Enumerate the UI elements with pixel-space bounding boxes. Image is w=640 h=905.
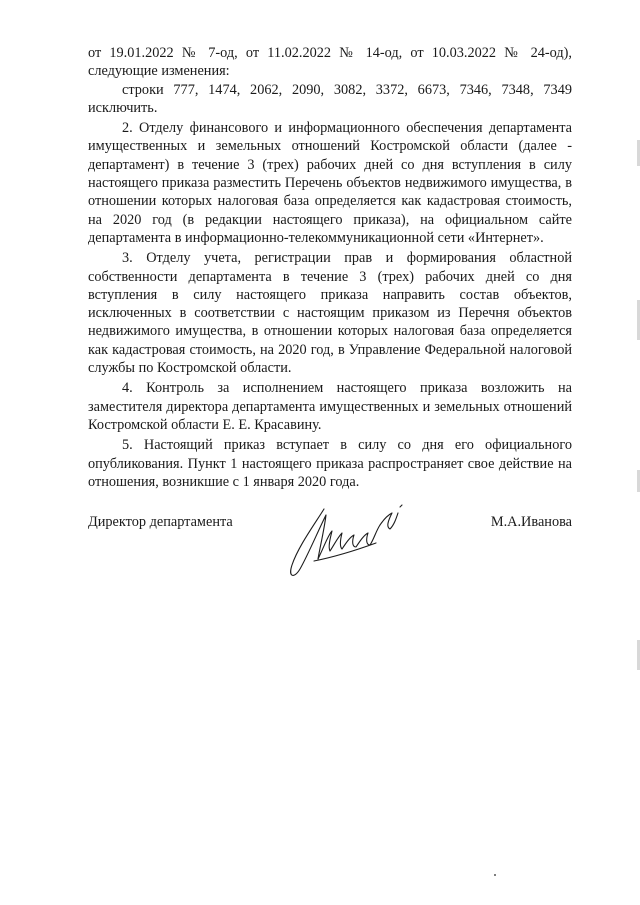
paragraph-rows-removal: строки 777, 1474, 2062, 2090, 3082, 3372, 6673, 7346, 7348, 7349 исключить. <box>88 81 572 116</box>
signature-block <box>88 511 572 581</box>
paragraph-item-3: 3. Отделу учета, регистрации прав и формирования областной собственности департамента в течение 3 (трех) рабочих дней со дня вступления в силу настоящего приказа направить состав объектов, исключенных в соответствии с настоящим приказом из Перечня объектов недвижимого имущества, в отношении которых налоговая база определяется как кадастровая стоимость, на 2020 год, в Управление Федеральной налоговой службы по Костромской области. <box>88 250 572 377</box>
paragraph-item-5: 5. Настоящий приказ вступает в силу со дня его официального опубликования. Пункт 1 настоящего приказа распространяет свое действие на отношения, возникшие с 1 января 2020 года. <box>88 437 572 490</box>
paragraph-item-2: 2. Отделу финансового и информационного обеспечения департамента имущественных и земельных отношений Костромской области (далее - департамент) в течение 3 (трех) рабочих дней со дня вступления в силу настоящего приказа разместить Перечень объектов недвижимого имущества, в отношении которых налоговая база определяется как кадастровая стоимость, на 2020 год (в редакции настоящего приказа), на официальном сайте департамента в информационно-телекоммуникационной сети «Интернет». <box>88 120 572 246</box>
scan-speck <box>494 874 496 876</box>
handwritten-signature <box>284 501 410 587</box>
signer-position-title: Директор департамента <box>88 514 233 530</box>
document-body <box>88 44 572 491</box>
paragraph-continuation: от 19.01.2022 № 7-од, от 11.02.2022 № 14-од, от 10.03.2022 № 24-од), следующие изменения: <box>88 45 572 80</box>
signer-name: М.А.Иванова <box>490 514 572 530</box>
paragraph-item-4: 4. Контроль за исполнением настоящего приказа возложить на заместителя директора департамента имущественных и земельных отношений Костромской области Е. Е. Красавину. <box>88 380 572 433</box>
